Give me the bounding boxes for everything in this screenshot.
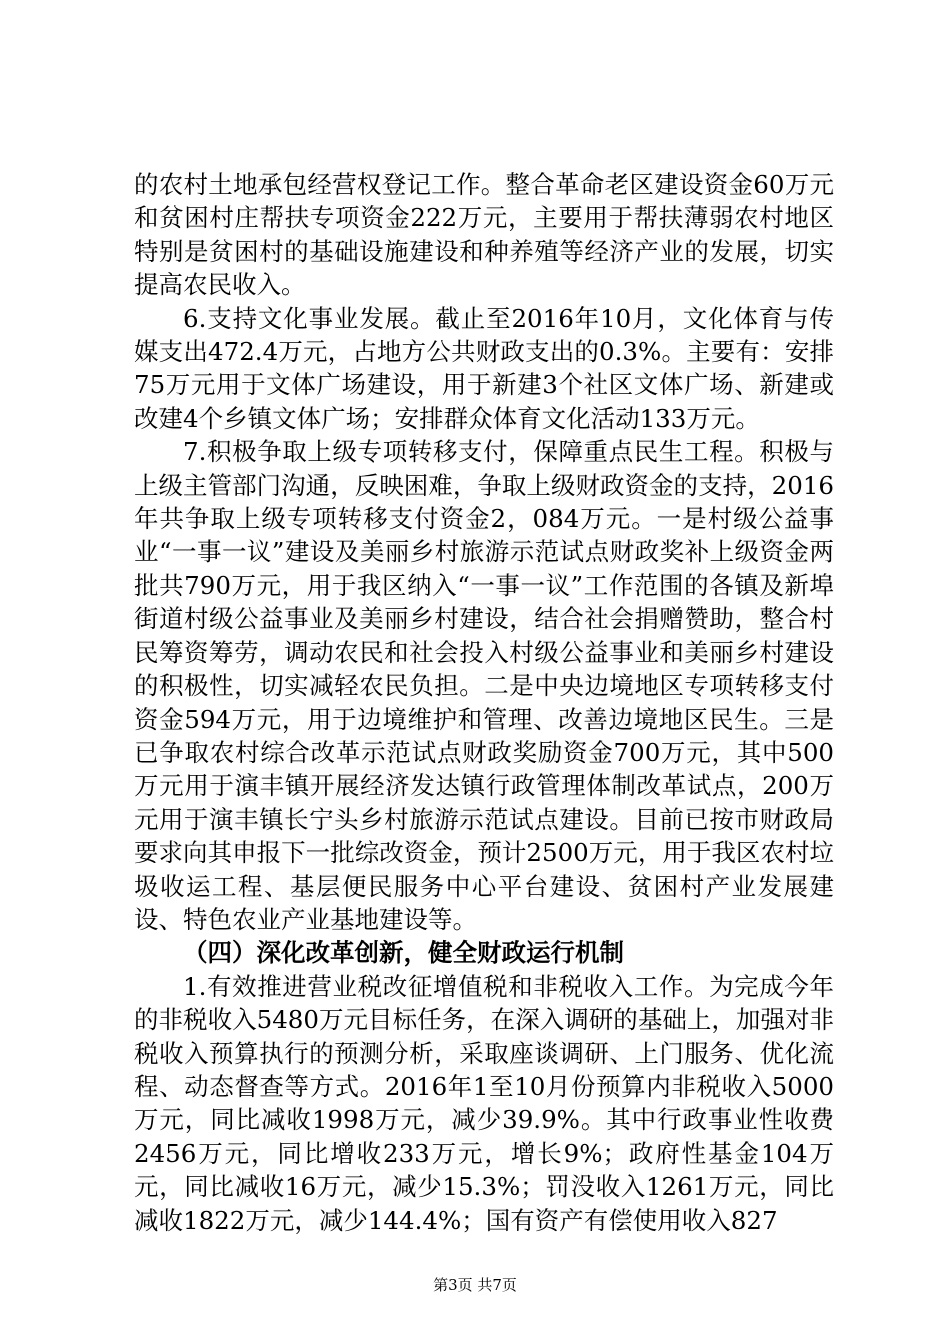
paragraph-non-tax-revenue: 1.有效推进营业税改征增值税和非税收入工作。为完成今年的非税收入5480万元目标任务，在深入调研的基础上，加强对非税收入预算执行的预测分析，采取座谈调研、上门服务、优化流程、动态督查等方式。2016年1至10月份预算内非税收入5000万元，同比减收1998万元，减少39.9%。其中行政事业性收费2456万元，同比增收233万元，增长9%；政府性基金104万元，同比减收16万元，减少15.3%；罚没收入1261万元，同比减收1822万元，减少144.4%；国有资产有偿使用收入827 — [134, 971, 834, 1235]
section-heading: （四）深化改革创新，健全财政运行机制 — [183, 938, 624, 968]
document-body — [134, 168, 834, 1237]
paragraph-culture-support: 6.支持文化事业发展。截止至2016年10月，文化体育与传媒支出472.4万元，占地方公共财政支出的0.3%。主要有：安排75万元用于文体广场建设，用于新建3个社区文体广场、新建或改建4个乡镇文体广场；安排群众体育文化活动133万元。 — [134, 303, 834, 433]
paragraph-transfer-payments: 7.积极争取上级专项转移支付，保障重点民生工程。积极与上级主管部门沟通，反映困难，争取上级财政资金的支持，2016年共争取上级专项转移支付资金2，084万元。一是村级公益事业“一事一议”建设及美丽乡村旅游示范试点财政奖补上级资金两批共790万元，用于我区纳入“一事一议”工作范围的各镇及新埠街道村级公益事业及美丽乡村建设，结合社会捐赠赞助，整合村民筹资筹劳，调动农民和社会投入村级公益事业和美丽乡村建设的积极性，切实减轻农民负担。二是中央边境地区专项转移支付资金594万元，用于边境维护和管理、改善边境地区民生。三是已争取农村综合改革示范试点财政奖励资金700万元，其中500万元用于演丰镇开展经济发达镇行政管理体制改革试点，200万元用于演丰镇长宁头乡村旅游示范试点建设。目前已按市财政局要求向其申报下一批综改资金，预计2500万元，用于我区农村垃圾收运工程、基层便民服务中心平台建设、贫困村产业发展建设、特色农业产业基地建设等。 — [134, 437, 834, 934]
paragraph-continued: 的农村土地承包经营权登记工作。整合革命老区建设资金60万元和贫困村庄帮扶专项资金222万元，主要用于帮扶薄弱农村地区特别是贫困村的基础设施建设和种养殖等经济产业的发展，切实提高农民收入。 — [134, 170, 834, 300]
page-footer: 第3页 共7页 — [433, 1276, 517, 1294]
